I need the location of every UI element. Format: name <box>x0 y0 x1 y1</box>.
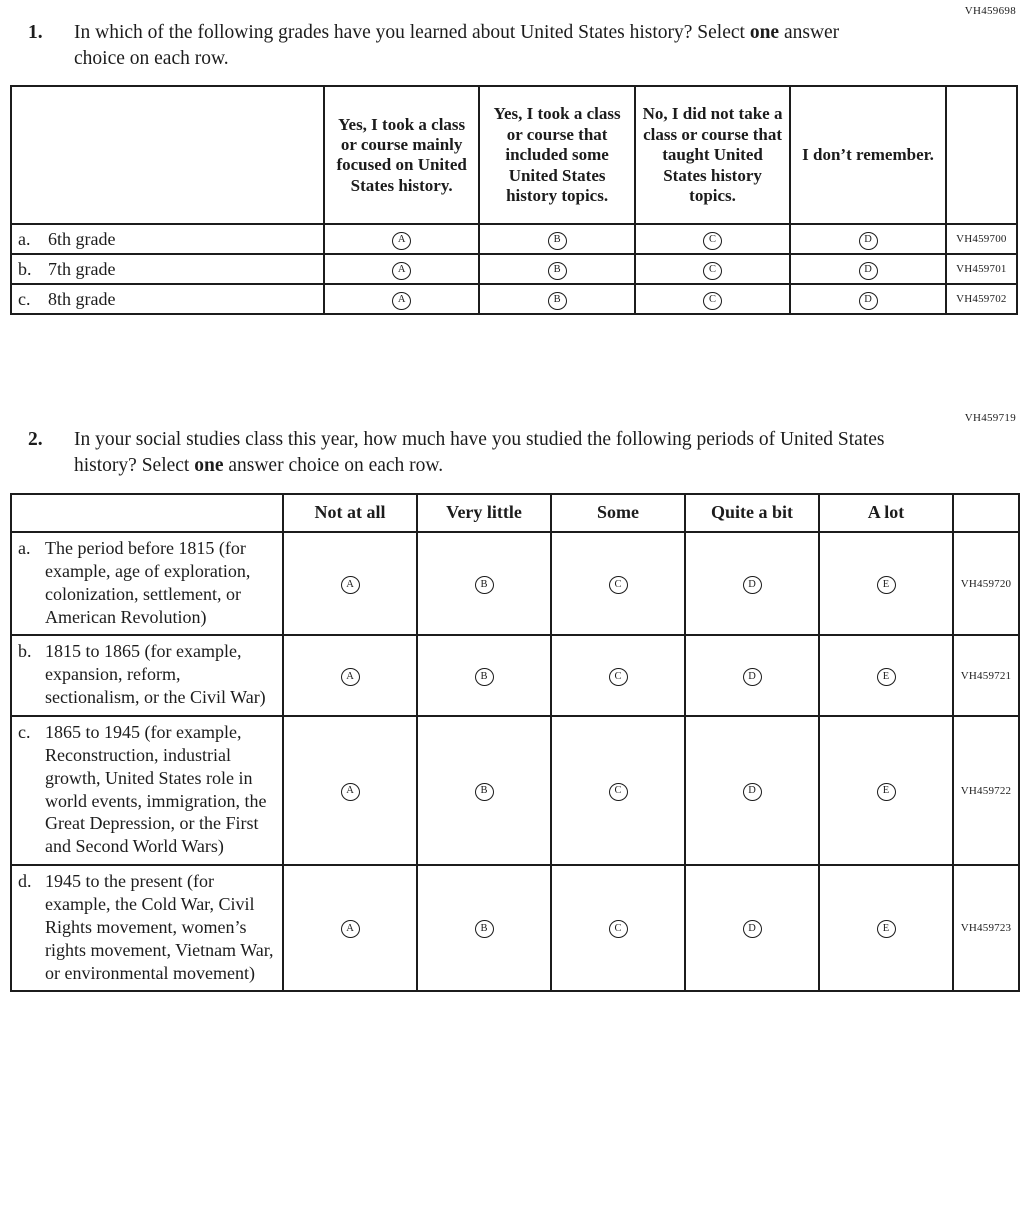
option-cell <box>635 284 790 314</box>
row-code: VH459721 <box>953 635 1019 716</box>
answer-bubble-a[interactable]: A <box>392 262 411 280</box>
option-cell <box>685 532 819 635</box>
answer-bubble-b[interactable]: B <box>475 783 494 801</box>
row-code: VH459720 <box>953 532 1019 635</box>
answer-bubble-c[interactable]: C <box>609 576 628 594</box>
row-label: b. 1815 to 1865 (for example, expansion, reform, sectionalism, or the Civil War) <box>11 635 283 716</box>
column-header: Very little <box>417 494 551 532</box>
option-cell <box>479 284 634 314</box>
option-cell <box>324 254 479 284</box>
answer-bubble-b[interactable]: B <box>548 232 567 250</box>
option-cell <box>417 532 551 635</box>
option-cell <box>551 532 685 635</box>
answer-bubble-c[interactable]: C <box>703 292 722 310</box>
answer-bubble-d[interactable]: D <box>743 783 762 801</box>
answer-bubble-d[interactable]: D <box>859 292 878 310</box>
option-cell <box>283 532 417 635</box>
option-cell <box>417 716 551 865</box>
option-cell <box>819 635 953 716</box>
row-label: d. 1945 to the present (for example, the Cold War, Civil Rights movement, women’s rights movement, Vietnam War, or environmental movement) <box>11 865 283 991</box>
column-header: No, I did not take a class or course that taught United States history topics. <box>635 86 790 224</box>
option-cell <box>417 865 551 991</box>
option-cell <box>819 532 953 635</box>
question-1-prompt <box>28 20 1000 71</box>
option-cell <box>790 224 945 254</box>
option-cell <box>635 224 790 254</box>
row-code: VH459700 <box>946 224 1017 254</box>
question-2-table <box>10 493 1020 992</box>
column-header: Quite a bit <box>685 494 819 532</box>
empty-header-cell <box>11 86 324 224</box>
option-cell <box>479 254 634 284</box>
answer-bubble-a[interactable]: A <box>341 576 360 594</box>
answer-bubble-a[interactable]: A <box>392 292 411 310</box>
option-cell <box>685 635 819 716</box>
answer-bubble-d[interactable]: D <box>743 576 762 594</box>
column-header: A lot <box>819 494 953 532</box>
question-2-text: In your social studies class this year, how much have you studied the following periods of United States history? Select one answer choice on each row. <box>74 429 885 477</box>
table-row <box>11 532 1019 635</box>
answer-bubble-a[interactable]: A <box>341 920 360 938</box>
option-cell <box>685 716 819 865</box>
answer-bubble-e[interactable]: E <box>877 668 896 686</box>
option-cell <box>790 254 945 284</box>
option-cell <box>479 224 634 254</box>
option-cell <box>283 865 417 991</box>
answer-bubble-c[interactable]: C <box>609 783 628 801</box>
empty-header-cell <box>953 494 1019 532</box>
table-row <box>11 865 1019 991</box>
answer-bubble-b[interactable]: B <box>475 920 494 938</box>
table-row <box>11 254 1017 284</box>
option-cell <box>819 865 953 991</box>
option-cell <box>635 254 790 284</box>
option-cell <box>551 635 685 716</box>
row-code: VH459702 <box>946 284 1017 314</box>
table-header-row <box>11 494 1019 532</box>
row-label: c. 1865 to 1945 (for example, Reconstruction, industrial growth, United States role in world events, immigration, the Great Depression, or the First and Second World Wars) <box>11 716 283 865</box>
question-2-number: 2. <box>28 429 43 451</box>
answer-bubble-a[interactable]: A <box>392 232 411 250</box>
option-cell <box>790 284 945 314</box>
row-code: VH459722 <box>953 716 1019 865</box>
row-code: VH459723 <box>953 865 1019 991</box>
answer-bubble-a[interactable]: A <box>341 668 360 686</box>
column-header: Not at all <box>283 494 417 532</box>
option-cell <box>324 284 479 314</box>
answer-bubble-d[interactable]: D <box>859 232 878 250</box>
answer-bubble-d[interactable]: D <box>743 668 762 686</box>
answer-bubble-e[interactable]: E <box>877 920 896 938</box>
answer-bubble-a[interactable]: A <box>341 783 360 801</box>
answer-bubble-c[interactable]: C <box>609 920 628 938</box>
question-2-code: VH459719 <box>964 412 1016 425</box>
table-row <box>11 224 1017 254</box>
answer-bubble-c[interactable]: C <box>703 262 722 280</box>
option-cell <box>283 716 417 865</box>
option-cell <box>283 635 417 716</box>
answer-bubble-d[interactable]: D <box>859 262 878 280</box>
row-label: c. 8th grade <box>11 284 324 314</box>
question-2-prompt <box>28 427 1000 478</box>
answer-bubble-b[interactable]: B <box>475 576 494 594</box>
answer-bubble-b[interactable]: B <box>548 292 567 310</box>
row-label: a. 6th grade <box>11 224 324 254</box>
answer-bubble-c[interactable]: C <box>609 668 628 686</box>
option-cell <box>551 716 685 865</box>
option-cell <box>819 716 953 865</box>
table-header-row <box>11 86 1017 224</box>
question-1-code: VH459698 <box>964 5 1016 17</box>
column-header: Yes, I took a class or course mainly focused on United States history. <box>324 86 479 224</box>
answer-bubble-b[interactable]: B <box>475 668 494 686</box>
answer-bubble-c[interactable]: C <box>703 232 722 250</box>
row-label: a. The period before 1815 (for example, age of exploration, colonization, settlement, or American Revolution) <box>11 532 283 635</box>
section-gap <box>10 315 1018 411</box>
option-cell <box>551 865 685 991</box>
answer-bubble-e[interactable]: E <box>877 576 896 594</box>
column-header: Some <box>551 494 685 532</box>
column-header: I don’t remember. <box>790 86 945 224</box>
table-row <box>11 635 1019 716</box>
table-row <box>11 284 1017 314</box>
row-code: VH459701 <box>946 254 1017 284</box>
answer-bubble-b[interactable]: B <box>548 262 567 280</box>
question-1-number: 1. <box>28 22 43 43</box>
option-cell <box>685 865 819 991</box>
option-cell <box>324 224 479 254</box>
answer-bubble-e[interactable]: E <box>877 783 896 801</box>
row-label: b. 7th grade <box>11 254 324 284</box>
empty-header-cell <box>946 86 1017 224</box>
column-header: Yes, I took a class or course that included some United States history topics. <box>479 86 634 224</box>
table-row <box>11 716 1019 865</box>
question-1-table <box>10 85 1018 315</box>
option-cell <box>417 635 551 716</box>
answer-bubble-d[interactable]: D <box>743 920 762 938</box>
question-1-text: In which of the following grades have you learned about United States history? Select one answer choice on each row. <box>74 22 840 69</box>
empty-header-cell <box>11 494 283 532</box>
